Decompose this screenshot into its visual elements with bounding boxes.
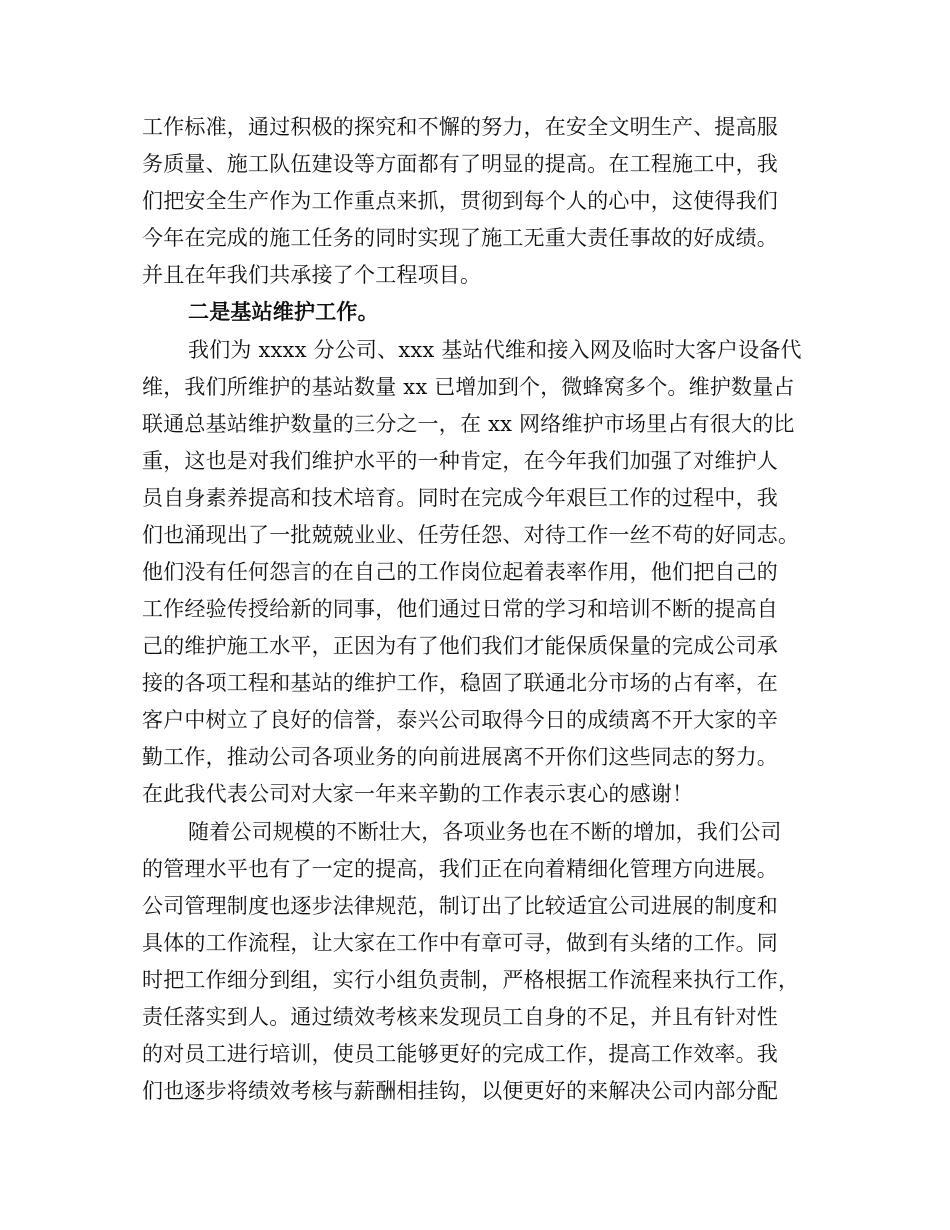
paragraph-line: 今年在完成的施工任务的同时实现了施工无重大责任事故的好成绩。	[142, 226, 778, 250]
paragraph-line: 的管理水平也有了一定的提高，我们正在向着精细化管理方向进展。	[142, 857, 778, 881]
paragraph-line: 己的维护施工水平，正因为有了他们我们才能保质保量的完成公司承	[142, 634, 778, 658]
paragraph-line: 联通总基站维护数量的三分之一，在 xx 网络维护市场里占有很大的比	[142, 412, 795, 436]
paragraph-line: 公司管理制度也逐步法律规范，制订出了比较适宜公司进展的制度和	[142, 894, 778, 918]
paragraph-line: 们把安全生产作为工作重点来抓，贯彻到每个人的心中，这使得我们	[142, 189, 778, 213]
paragraph-line: 客户中树立了良好的信誉，泰兴公司取得今日的成绩离不开大家的辛	[142, 708, 778, 732]
paragraph-line: 接的各项工程和基站的维护工作，稳固了联通北分市场的占有率，在	[142, 671, 778, 695]
paragraph-line: 责任落实到人。通过绩效考核来发现员工自身的不足，并且有针对性	[142, 1005, 778, 1029]
section-heading: 二是基站维护工作。	[188, 299, 379, 324]
paragraph-line: 务质量、施工队伍建设等方面都有了明显的提高。在工程施工中，我	[142, 152, 778, 176]
paragraph-line: 们也逐步将绩效考核与薪酬相挂钩，以便更好的来解决公司内部分配	[142, 1079, 778, 1103]
paragraph-line: 员自身素养提高和技术培育。同时在完成今年艰巨工作的过程中，我	[142, 486, 778, 510]
paragraph-line: 我们为 xxxx 分公司、xxx 基站代维和接入网及临时大客户设备代	[188, 338, 802, 362]
paragraph-line: 随着公司规模的不断壮大，各项业务也在不断的增加，我们公司	[188, 820, 782, 844]
paragraph-line: 在此我代表公司对大家一年来辛勤的工作表示衷心的感谢！	[142, 782, 694, 806]
paragraph-line: 们也涌现出了一批兢兢业业、任劳任怨、对待工作一丝不苟的好同志。	[142, 523, 800, 547]
paragraph-line: 工作标准，通过积极的探究和不懈的努力，在安全文明生产、提高服	[142, 115, 778, 139]
paragraph-line: 工作经验传授给新的同事，他们通过日常的学习和培训不断的提高自	[142, 597, 778, 621]
paragraph-line: 并且在年我们共承接了个工程项目。	[142, 263, 482, 287]
paragraph-line: 他们没有任何怨言的在自己的工作岗位起着表率作用，他们把自己的	[142, 560, 778, 584]
paragraph-line: 重，这也是对我们维护水平的一种肯定，在今年我们加强了对维护人	[142, 449, 778, 473]
paragraph-line: 维，我们所维护的基站数量 xx 已增加到个，微蜂窝多个。维护数量占	[142, 375, 795, 399]
paragraph-line: 勤工作，推动公司各项业务的向前进展离不开你们这些同志的努力。	[142, 745, 778, 769]
paragraph-line: 具体的工作流程，让大家在工作中有章可寻，做到有头绪的工作。同	[142, 931, 778, 955]
paragraph-line: 的对员工进行培训，使员工能够更好的完成工作，提高工作效率。我	[142, 1042, 778, 1066]
paragraph-line: 时把工作细分到组，实行小组负责制，严格根据工作流程来执行工作，	[142, 968, 800, 992]
